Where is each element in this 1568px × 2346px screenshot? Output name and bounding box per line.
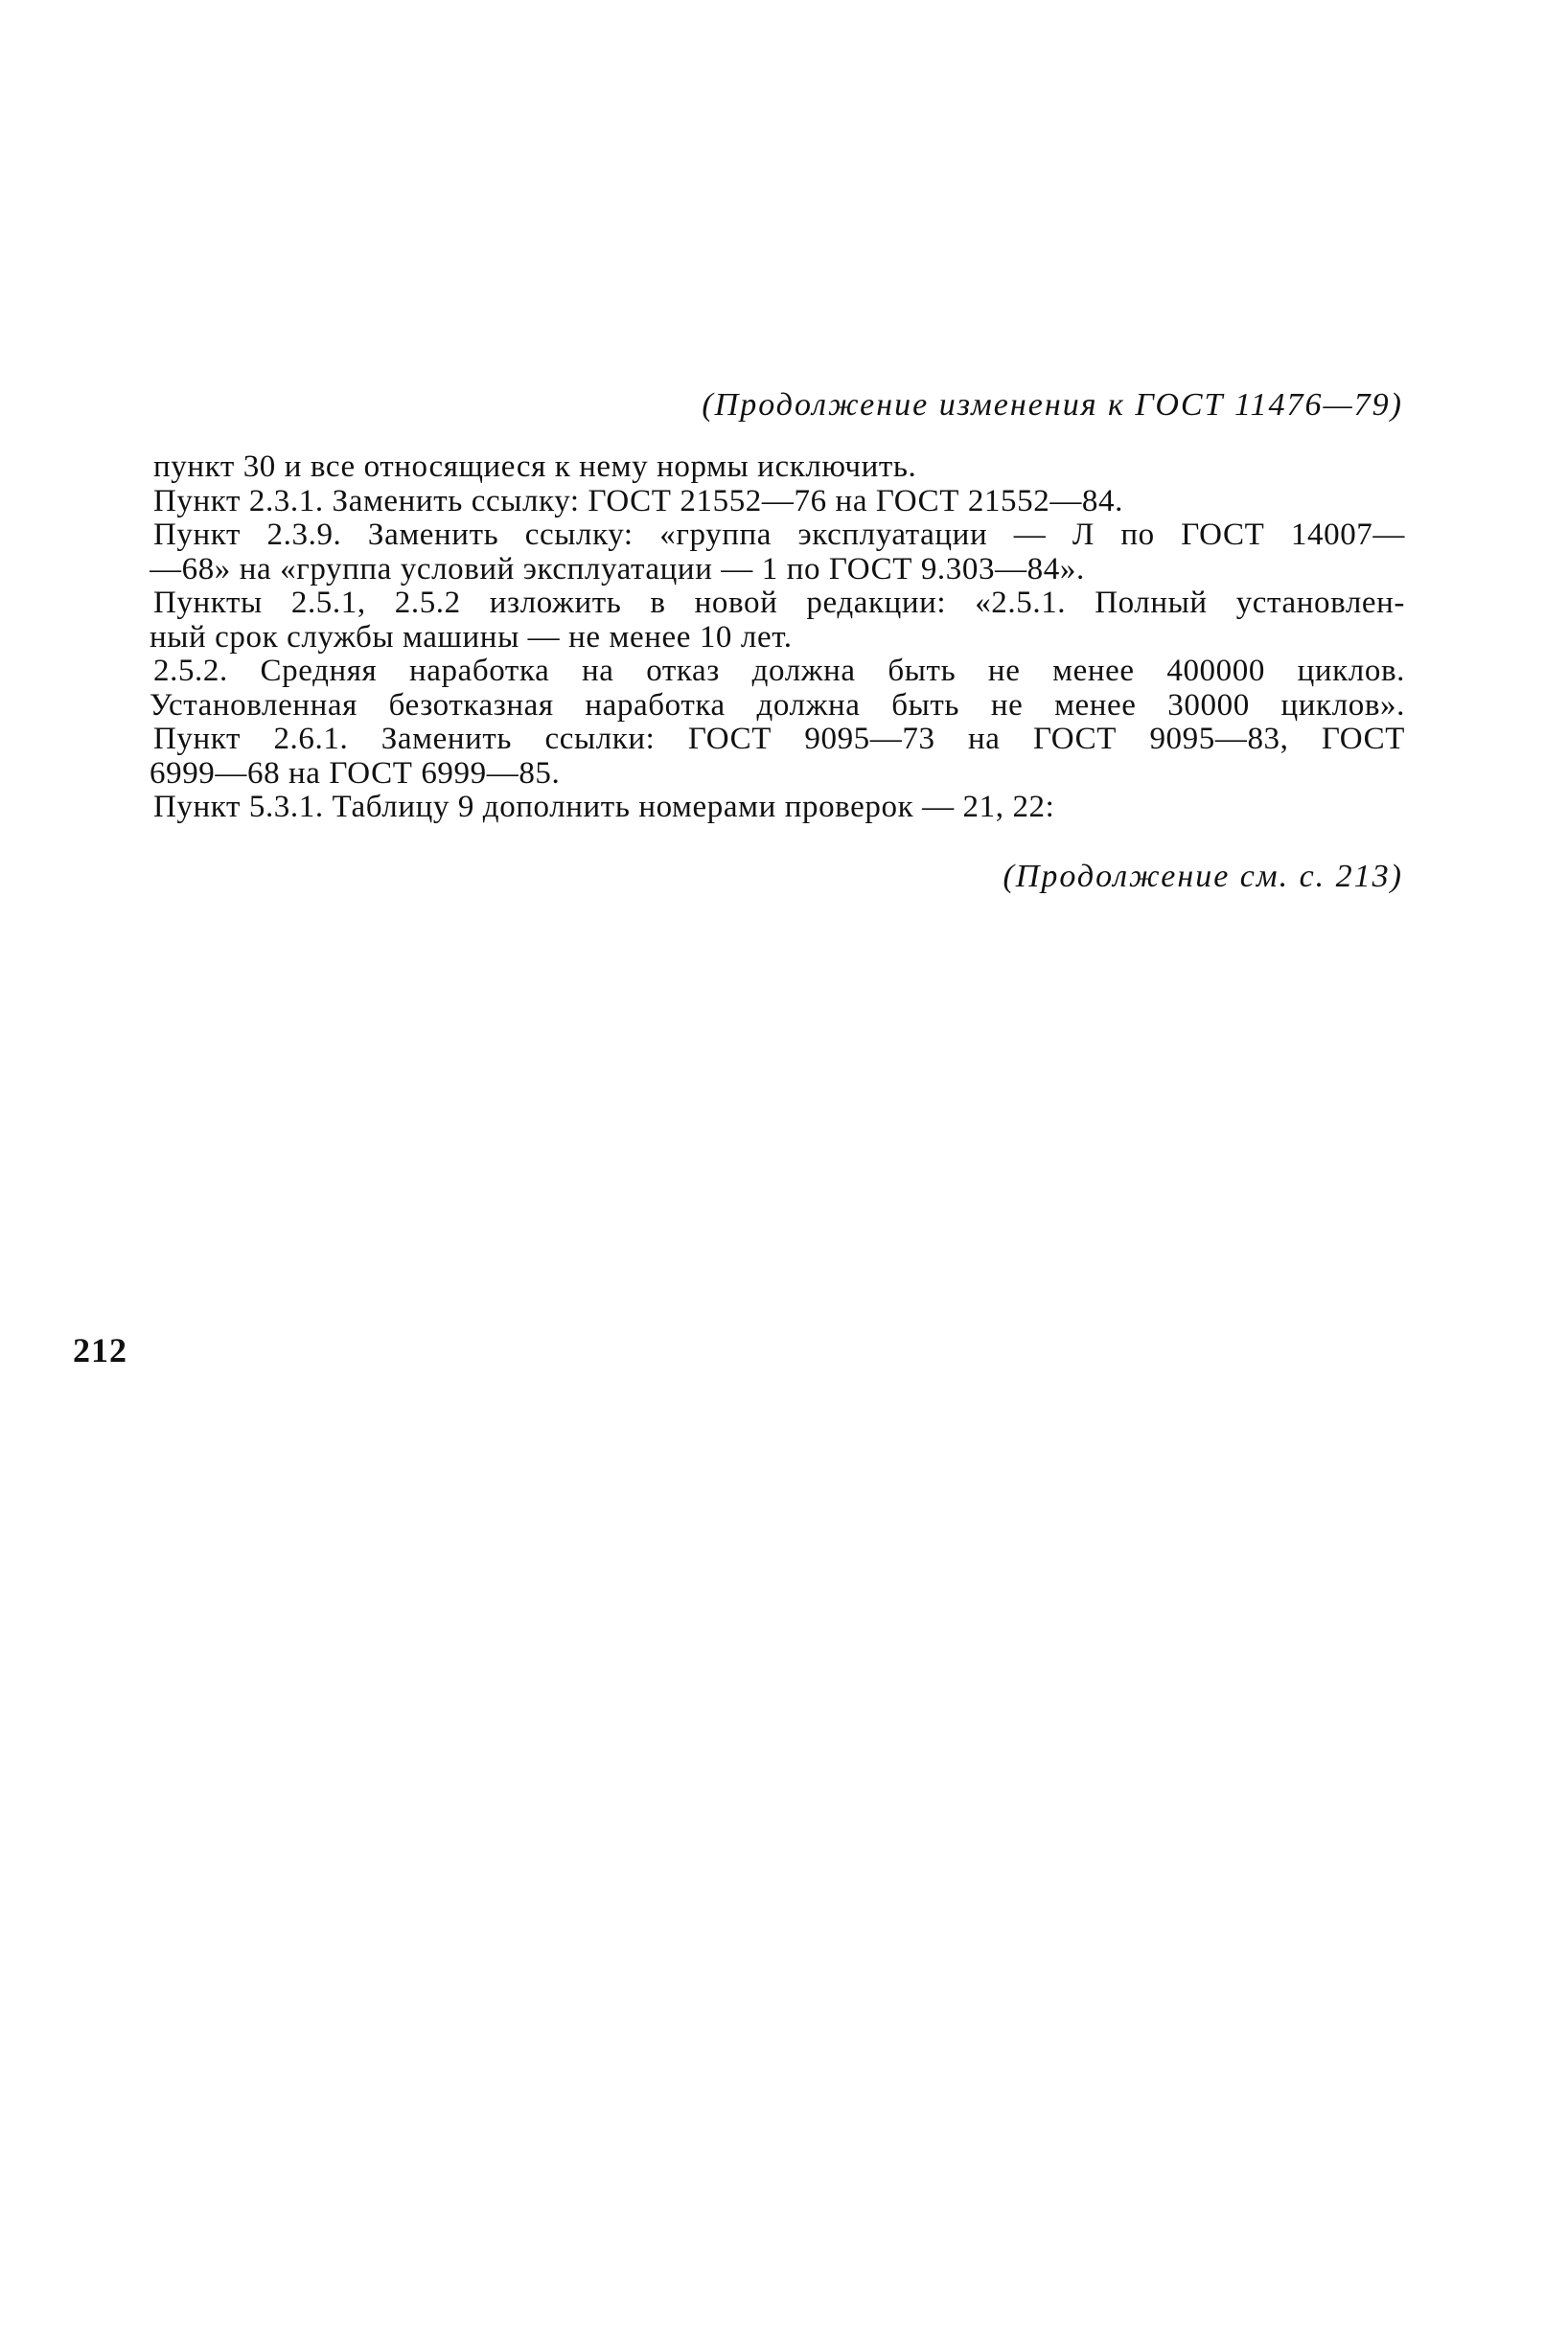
text-line-7: 2.5.2. Средняя наработка на отказ должна быть не менее 400000 циклов. [153,655,1405,688]
text-line-4: —68» на «группа условий эксплуатации — 1 по ГОСТ 9.303—84». [150,552,1085,586]
amendment-text [150,450,1405,825]
text-line-3: Пункт 2.3.9. Заменить ссылку: «группа эксплуатации — Л по ГОСТ 14007— [153,518,1405,552]
text-line-5: Пункты 2.5.1, 2.5.2 изложить в новой редакции: «2.5.1. Полный установлен- [153,586,1405,620]
text-line-1: пункт 30 и все относящиеся к нему нормы исключить. [153,450,917,484]
text-line-11: Пункт 5.3.1. Таблицу 9 дополнить номерами проверок — 21, 22: [153,791,1055,824]
text-line-6: ный срок службы машины — не менее 10 лет. [150,620,793,655]
continuation-footer: (Продолжение см. с. 213) [1003,859,1403,894]
text-line-8: Установленная безотказная наработка должна быть не менее 30000 циклов». [150,688,1405,723]
text-line-10: 6999—68 на ГОСТ 6999—85. [150,756,561,791]
page-number: 212 [73,1331,127,1369]
text-line-2: Пункт 2.3.1. Заменить ссылку: ГОСТ 21552—76 на ГОСТ 21552—84. [153,484,1123,518]
text-line-9: Пункт 2.6.1. Заменить ссылки: ГОСТ 9095—73 на ГОСТ 9095—83, ГОСТ [153,723,1405,756]
continuation-header: (Продолжение изменения к ГОСТ 11476—79) [702,387,1403,423]
